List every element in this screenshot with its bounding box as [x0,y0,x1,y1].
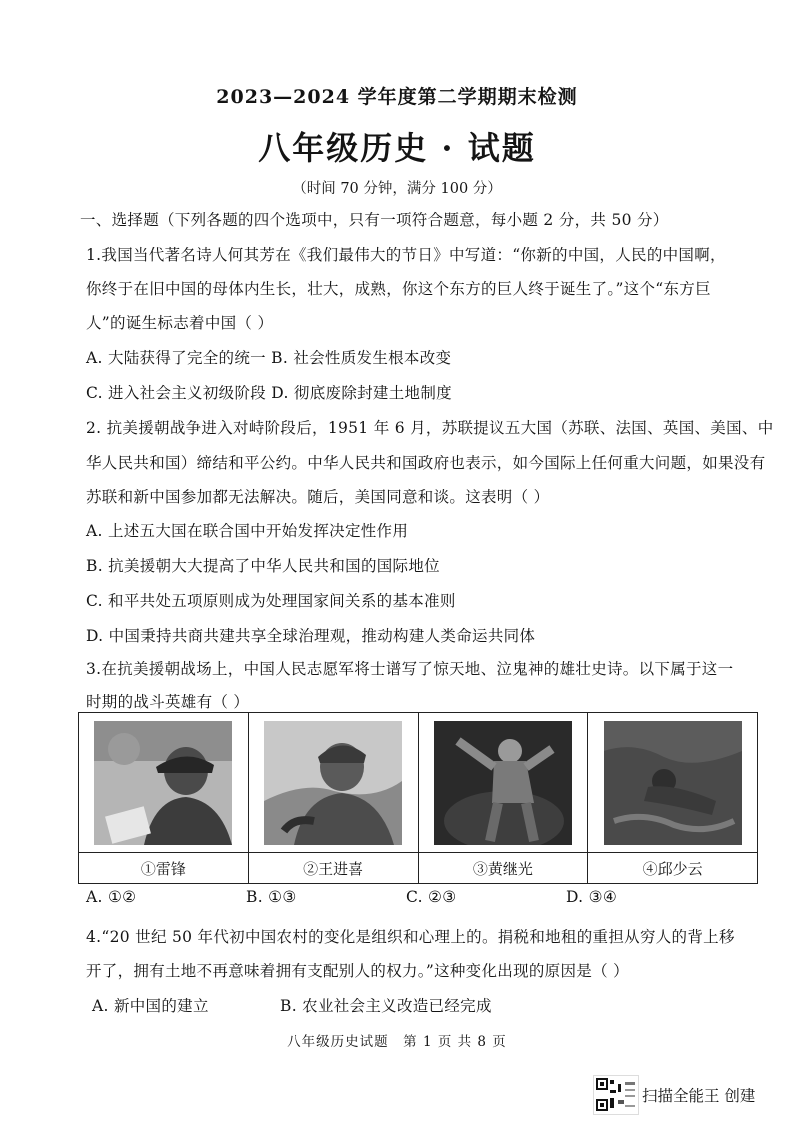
q1-stem-line: 你终于在旧中国的母体内生长，壮大，成熟，你这个东方的巨人终于诞生了。”这个“东方巨 [86,280,711,298]
q1-stem-line: 人”的诞生标志着中国（ ） [86,314,274,332]
exam-title: 八年级历史 · 试题 [258,129,536,167]
q3-option: B. ①③ [246,888,297,906]
q2-option: C. 和平共处五项原则成为处理国家间关系的基本准则 [86,592,456,610]
photo-caption: ②王进喜 [249,852,418,883]
q1-options-row: C. 进入社会主义初级阶段 D. 彻底废除封建土地制度 [86,384,452,402]
photo-caption: ③黄继光 [419,852,588,883]
q2-option: B. 抗美援朝大大提高了中华人民共和国的国际地位 [86,557,440,575]
page-footer: 八年级历史试题 第 1 页 共 8 页 [287,1034,507,1050]
portrait-photo [94,721,232,845]
battle-photo [604,721,742,845]
q3-stem-line: 时期的战斗英雄有（ ） [86,693,250,711]
q4-stem-line: 4.“20 世纪 50 年代初中国农村的变化是组织和心理上的。捐税和地租的重担从穷人的背上移 [86,928,735,946]
q1-options-row: A. 大陆获得了完全的统一 B. 社会性质发生根本改变 [86,349,452,367]
q1-stem-line: 1.我国当代著名诗人何其芳在《我们最伟大的节日》中写道：“你新的中国，人民的中国啊， [86,246,726,264]
q3-stem-line: 3.在抗美援朝战场上，中国人民志愿军将士谱写了惊天地、泣鬼神的雄壮史诗。以下属于这一 [86,660,734,678]
q3-option: D. ③④ [566,888,618,906]
section-heading: 一、选择题（下列各题的四个选项中，只有一项符合题意，每小题 2 分，共 50 分） [80,211,669,229]
photo-cell [588,713,757,883]
q2-stem-line: 苏联和新中国参加都无法解决。随后，美国同意和谈。这表明（ ） [86,488,550,506]
portrait-photo [264,721,402,845]
q2-stem-line: 华人民共和国）缔结和平公约。中华人民共和国政府也表示，如今国际上任何重大问题，如果没有 [86,454,766,472]
q4-option: B. 农业社会主义改造已经完成 [280,997,492,1015]
photo-caption: ④邱少云 [588,852,757,883]
q3-option: C. ②③ [406,888,457,906]
scanner-watermark: 扫描全能王 创建 [642,1087,756,1105]
photo-cell [249,713,419,883]
q2-option: A. 上述五大国在联合国中开始发挥决定性作用 [86,522,409,540]
q2-stem-line: 2. 抗美援朝战争进入对峙阶段后，1951 年 6 月，苏联提议五大国（苏联、法国、英国、美国、中 [86,419,774,437]
hero-photo-table [78,712,758,884]
exam-term: 2023—2024 学年度第二学期期末检测 [216,86,578,108]
qr-code-icon [593,1075,639,1115]
battle-photo [434,721,572,845]
q4-option: A. 新中国的建立 [92,997,209,1015]
photo-cell [79,713,249,883]
q2-option: D. 中国秉持共商共建共享全球治理观，推动构建人类命运共同体 [86,627,536,645]
photo-cell [419,713,589,883]
time-note: （时间 70 分钟，满分 100 分） [292,181,502,197]
q3-option: A. ①② [86,888,137,906]
q4-stem-line: 开了，拥有土地不再意味着拥有支配别人的权力。”这种变化出现的原因是（ ） [86,962,629,980]
photo-caption: ①雷锋 [79,852,248,883]
